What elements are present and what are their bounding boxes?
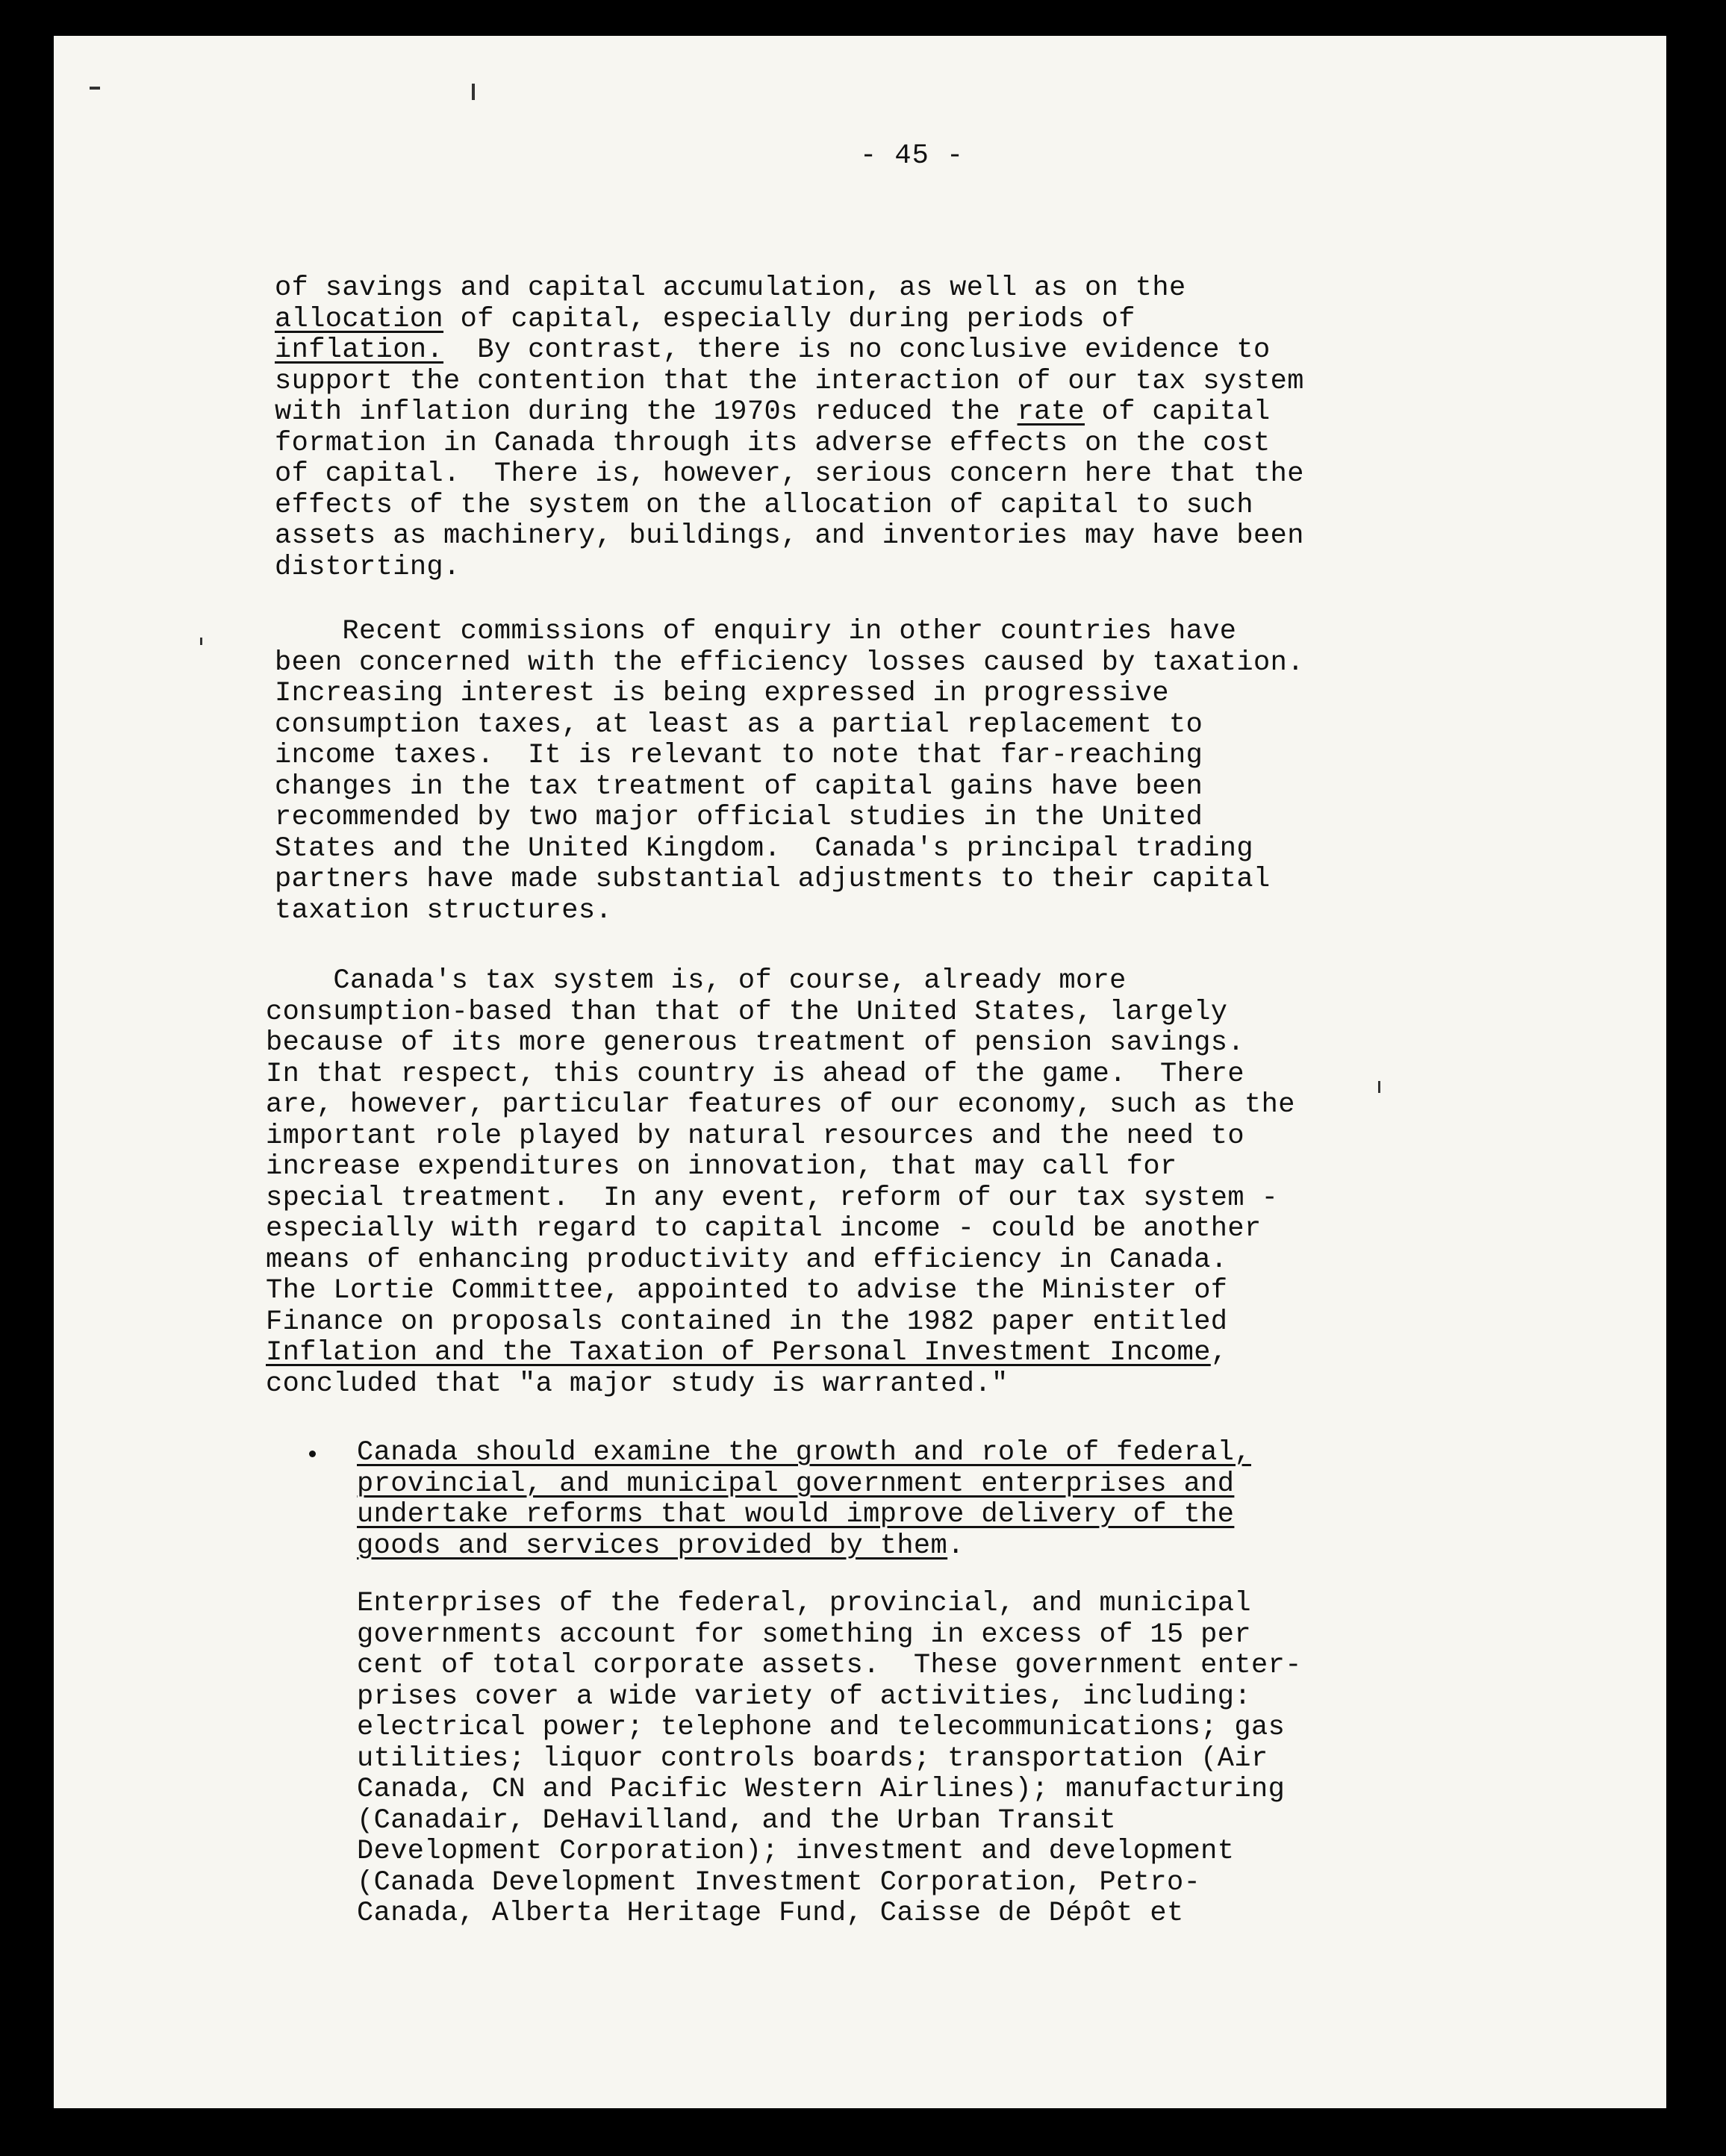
- paragraph-line: important role played by natural resources and the need to: [266, 1120, 1245, 1152]
- paragraph-line: especially with regard to capital income - could be another: [266, 1213, 1262, 1244]
- paragraph-line: concluded that "a major study is warranted.": [266, 1368, 1009, 1400]
- paragraph-line: of capital. There is, however, serious concern here that the: [275, 458, 1304, 490]
- paragraph-4: [357, 1589, 1302, 1930]
- paragraph-line: increase expenditures on innovation, that may call for: [266, 1151, 1177, 1183]
- paragraph-line: are, however, particular features of our economy, such as the: [266, 1089, 1295, 1121]
- paragraph-line: utilities; liquor controls boards; transportation (Air: [357, 1742, 1268, 1775]
- recommendation-line: Canada should examine the growth and role of federal,: [357, 1437, 1251, 1468]
- scan-speck: [200, 638, 202, 645]
- underlined-term: inflation.: [275, 334, 444, 366]
- paragraph-line: distorting.: [275, 551, 461, 583]
- paragraph-line: Development Corporation); investment and development: [357, 1836, 1235, 1867]
- paragraph-line: partners have made substantial adjustments to their capital: [275, 864, 1271, 895]
- paragraph-line: special treatment. In any event, reform of our tax system -: [266, 1182, 1279, 1214]
- paragraph-line: means of enhancing productivity and efficiency in Canada.: [266, 1244, 1228, 1276]
- paragraph-line: Canada's tax system is, of course, already more: [266, 965, 1127, 997]
- scan-speck: [472, 84, 475, 100]
- paragraph-line: cent of total corporate assets. These government enter-: [357, 1650, 1302, 1681]
- paragraph-line: Increasing interest is being expressed in progressive: [275, 678, 1169, 709]
- paragraph-3: [266, 966, 1295, 1400]
- paragraph-line: recommended by two major official studies in the United: [275, 802, 1203, 833]
- paragraph-line: taxation structures.: [275, 894, 613, 926]
- scan-speck: [90, 87, 100, 90]
- page-number: - 45 -: [860, 140, 965, 172]
- paragraph-line: Canada, Alberta Heritage Fund, Caisse de Dépôt et: [357, 1898, 1184, 1929]
- paragraph-line: effects of the system on the allocation of capital to such: [275, 489, 1254, 521]
- paragraph-line: Recent commissions of enquiry in other countries have: [275, 616, 1237, 647]
- paragraph-line: changes in the tax treatment of capital gains have been: [275, 770, 1203, 803]
- paragraph-line: governments account for something in excess of 15 per: [357, 1618, 1251, 1651]
- bullet-icon: [309, 1451, 316, 1457]
- recommendation-line: goods and services provided by them: [357, 1530, 948, 1562]
- paragraph-line: consumption taxes, at least as a partial replacement to: [275, 708, 1203, 741]
- paragraph-line: By contrast, there is no conclusive evidence to: [443, 334, 1271, 366]
- paragraph-line: because of its more generous treatment of pension savings.: [266, 1027, 1245, 1059]
- underlined-term: allocation: [275, 303, 444, 335]
- paragraph-line: prises cover a wide variety of activities, including:: [357, 1680, 1251, 1713]
- paragraph-line: assets as machinery, buildings, and inventories may have been: [275, 520, 1304, 552]
- paragraph-line: consumption-based than that of the United States, largely: [266, 996, 1228, 1028]
- paragraph-line: Finance on proposals contained in the 1982 paper entitled: [266, 1306, 1228, 1338]
- paragraph-line: Canada, CN and Pacific Western Airlines); manufacturing: [357, 1774, 1286, 1805]
- paragraph-line: formation in Canada through its adverse effects on the cost: [275, 427, 1271, 459]
- paragraph-line: income taxes. It is relevant to note that far-reaching: [275, 740, 1203, 771]
- paragraph-line: with inflation during the 1970s reduced the: [275, 396, 1018, 428]
- paragraph-line: of capital, especially during periods of: [443, 303, 1135, 335]
- paragraph-line: been concerned with the efficiency losses caused by taxation.: [275, 647, 1304, 679]
- recommendation-line: provincial, and municipal government enterprises and: [357, 1468, 1235, 1500]
- paragraph-line: Enterprises of the federal, provincial, and municipal: [357, 1588, 1251, 1619]
- paragraph-line: support the contention that the interaction of our tax system: [275, 365, 1304, 397]
- paragraph-line: (Canada Development Investment Corporation, Petro-: [357, 1866, 1201, 1898]
- scan-speck: [1378, 1081, 1380, 1093]
- recommendation: [357, 1438, 1251, 1562]
- publication-title: Inflation and the Taxation of Personal Investment Income: [266, 1337, 1211, 1368]
- document-page: [54, 36, 1666, 2108]
- recommendation-end: .: [947, 1530, 965, 1562]
- underlined-term: rate: [1017, 396, 1085, 428]
- paragraph-line: The Lortie Committee, appointed to advise the Minister of: [266, 1275, 1228, 1306]
- paragraph-1: [275, 273, 1304, 583]
- paragraph-2: [275, 617, 1304, 926]
- paragraph-line: of capital: [1084, 396, 1271, 428]
- recommendation-line: undertake reforms that would improve delivery of the: [357, 1499, 1235, 1530]
- paragraph-line: States and the United Kingdom. Canada's principal trading: [275, 832, 1254, 864]
- paragraph-line: electrical power; telephone and telecommunications; gas: [357, 1712, 1286, 1743]
- paragraph-line: In that respect, this country is ahead of the game. There: [266, 1058, 1245, 1090]
- paragraph-line: of savings and capital accumulation, as well as on the: [275, 272, 1186, 304]
- paragraph-line: (Canadair, DeHavilland, and the Urban Transit: [357, 1804, 1117, 1836]
- paragraph-line: ,: [1210, 1337, 1228, 1368]
